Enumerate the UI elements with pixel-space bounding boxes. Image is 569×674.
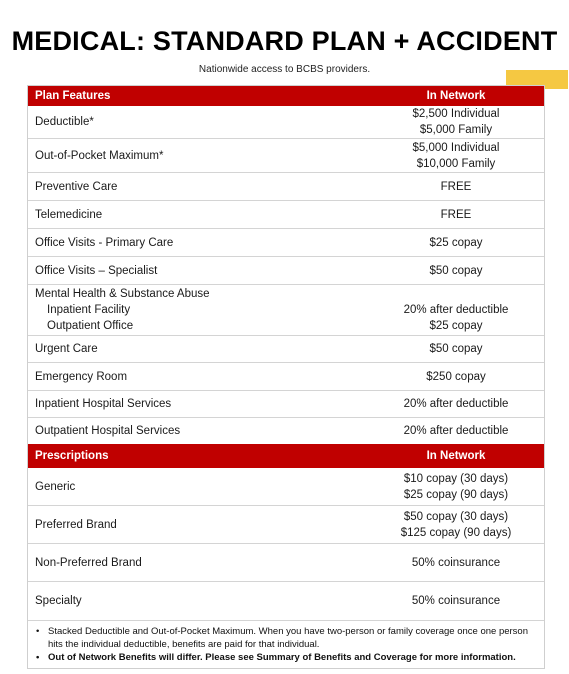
header-in-network: In Network (426, 90, 486, 102)
table-row (28, 505, 544, 543)
table-row (28, 200, 544, 228)
footnote-text: Stacked Deductible and Out-of-Pocket Maximum. When you have two-person or family coverage once one person hits the individual deductible, benefits are paid for that individual. (48, 626, 528, 650)
feature-value: $50 copay (429, 343, 483, 355)
feature-label: Office Visits – Specialist (35, 264, 158, 277)
page-title: MEDICAL: STANDARD PLAN + ACCIDENT (11, 26, 558, 56)
table-row (28, 256, 544, 284)
table-row (28, 390, 544, 417)
feature-value: FREE (440, 208, 472, 221)
footnote-item (36, 625, 536, 651)
feature-label: Emergency Room (35, 370, 128, 383)
feature-value: 20% after deductible $25 copay (403, 304, 509, 332)
feature-value: $50 copay (429, 264, 483, 277)
feature-value: $10 copay (30 days) $25 copay (90 days) (403, 472, 509, 501)
bullet-icon: • (36, 626, 40, 637)
feature-value: 20% after deductible (403, 425, 509, 437)
feature-label: Office Visits - Primary Care (35, 236, 174, 249)
feature-value: 50% coinsurance (411, 556, 501, 569)
feature-label: Urgent Care (35, 343, 98, 355)
feature-label: Generic (35, 480, 76, 493)
feature-value: 50% coinsurance (411, 595, 501, 607)
feature-value: $2,500 Individual $5,000 Family (412, 108, 500, 136)
feature-value: 20% after deductible (403, 398, 509, 410)
table-row (28, 362, 544, 390)
table-row (28, 335, 544, 362)
medical-header-row (28, 86, 544, 106)
feature-label: Inpatient Hospital Services (35, 398, 172, 410)
feature-label: Preferred Brand (35, 518, 117, 531)
feature-value: $5,000 Individual $10,000 Family (412, 141, 500, 170)
feature-label: Preventive Care (35, 180, 118, 193)
footnote-item (36, 651, 536, 664)
feature-label: Out-of-Pocket Maximum* (35, 149, 164, 162)
table-row (28, 138, 544, 172)
page-subtitle: Nationwide access to BCBS providers. (198, 64, 371, 75)
footnote-text: Out of Network Benefits will differ. Please see Summary of Benefits and Coverage for more information. (48, 652, 516, 663)
feature-value: $50 copay (30 days) $125 copay (90 days) (400, 510, 512, 539)
header-in-network: In Network (426, 450, 486, 462)
feature-label: Outpatient Hospital Services (35, 425, 181, 437)
table-row (28, 543, 544, 581)
feature-label: Specialty (35, 595, 82, 607)
table-row (28, 468, 544, 505)
feature-label: Deductible* (35, 116, 94, 128)
header-prescriptions: Prescriptions (35, 450, 109, 462)
prescriptions-header-row (28, 444, 544, 468)
benefits-table (27, 85, 545, 669)
feature-value: FREE (440, 180, 472, 193)
table-row (28, 172, 544, 200)
feature-value: $25 copay (429, 236, 483, 249)
table-row (28, 417, 544, 444)
header-plan-features: Plan Features (35, 90, 111, 102)
feature-value: $250 copay (426, 370, 486, 383)
footnotes (28, 620, 544, 668)
table-row (28, 581, 544, 620)
table-row (28, 228, 544, 256)
feature-label: Mental Health & Substance Abuse Inpatient Facility Outpatient Office (35, 288, 210, 332)
feature-label: Telemedicine (35, 208, 103, 221)
bullet-icon: • (36, 652, 40, 663)
table-row (28, 106, 544, 138)
feature-label: Non-Preferred Brand (35, 556, 142, 569)
table-row (28, 284, 544, 335)
